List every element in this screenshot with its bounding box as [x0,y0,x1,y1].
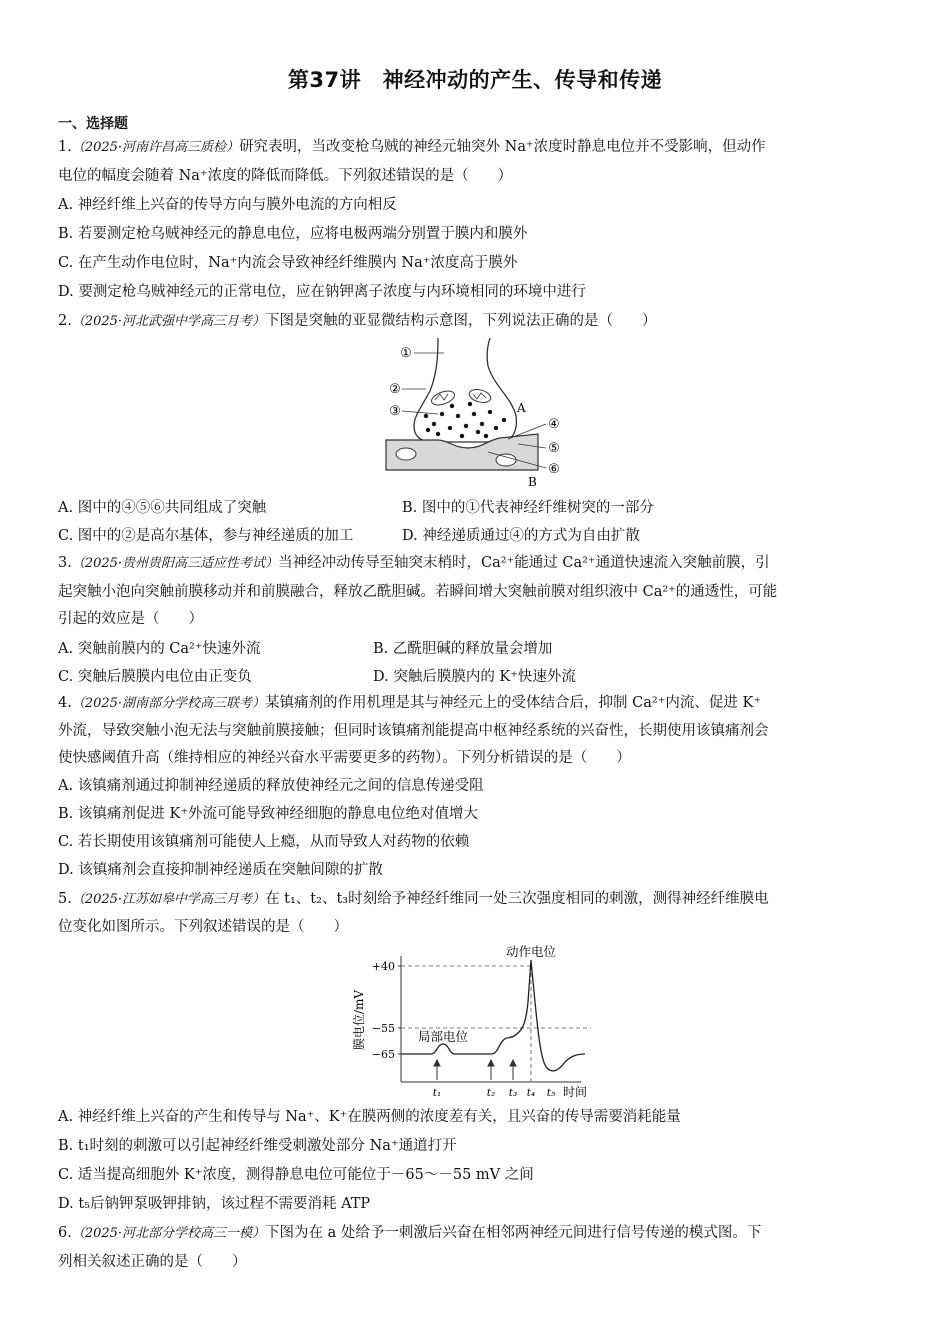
q3-stem-line1 [58,553,770,574]
label-1: ① [400,346,412,361]
q6-source: （2025·河北部分学校高三一模） [71,1226,266,1241]
q4-option-c: C. 若长期使用该镇痛剂可能使人上瘾，从而导致人对药物的依赖 [58,834,470,850]
q3-option-b: B. 乙酰胆碱的释放量会增加 [373,641,553,657]
q5-text: 在 t₁、t₂、t₃时刻给予神经纤维同一处三次强度相同的刺激，测得神经纤维膜电 [265,891,769,907]
q2-option-c: C. 图中的②是高尔基体，参与神经递质的加工 [58,528,354,544]
q1-stem-line2: 电位的幅度会随着 Na⁺浓度的降低而降低。下列叙述错误的是（ ） [58,168,513,184]
q4-stem-line3: 使快感阈值升高（维持相应的神经兴奋水平需要更多的药物）。下列分析错误的是（ ） [58,750,631,766]
y-axis-label: 膜电位/mV [352,989,366,1051]
q5-stem-line2: 位变化如图所示。下列叙述错误的是（ ） [58,919,348,935]
q6-text: 下图为在 a 处给予一刺激后兴奋在相邻两神经元间进行信号传递的模式图。下 [265,1225,762,1241]
label-4: ④ [548,417,560,432]
label-6: ⑥ [548,462,560,477]
local-potential-label: 局部电位 [417,1029,469,1044]
q1-option-b: B. 若要测定枪乌贼神经元的静息电位，应将电极两端分别置于膜内和膜外 [58,226,528,242]
section-heading: 一、选择题 [58,116,128,132]
t4-label: t₄ [526,1087,536,1099]
q3-stem-line3: 引起的效应是（ ） [58,611,203,627]
q6-number: 6. [58,1225,72,1241]
label-2: ② [389,382,401,397]
label-3: ③ [389,404,401,419]
q3-text: 当神经冲动传导至轴突末梢时，Ca²⁺能通过 Ca²⁺通道快速流入突触前膜，引 [278,555,770,571]
q5-source: （2025·江苏如皋中学高三月考） [71,892,266,907]
t1-label: t₁ [432,1087,442,1099]
membrane-potential-graph [345,942,600,1102]
q4-stem-line2: 外流，导致突触小泡无法与突触前膜接触；但同时该镇痛剂能提高中枢神经系统的兴奋性，长期使用该镇痛剂会 [58,723,769,739]
y-tick-plus40: +40 [371,960,395,973]
q5-option-d: D. t₅后钠钾泵吸钾排钠，该过程不需要消耗 ATP [58,1196,371,1212]
t3-label: t₃ [508,1087,518,1099]
synaptic-vesicles [424,402,506,438]
action-potential-label: 动作电位 [505,944,557,959]
label-b: B [528,475,537,488]
y-tick-minus55: −55 [371,1022,395,1035]
q1-text: 研究表明，当改变枪乌贼的神经元轴突外 Na⁺浓度时静息电位并不受影响，但动作 [239,139,766,155]
q2-option-d: D. 神经递质通过④的方式为自由扩散 [402,528,640,544]
q4-option-b: B. 该镇痛剂促进 K⁺外流可能导致神经细胞的静息电位绝对值增大 [58,806,478,822]
q2-text: 下图是突触的亚显微结构示意图，下列说法正确的是（ ） [265,313,657,329]
q4-stem-line1 [58,693,761,714]
page-title: 第37讲 神经冲动的产生、传导和传递 [287,68,663,92]
q6-stem-line1 [58,1223,761,1244]
label-a: A [517,401,526,415]
q5-number: 5. [58,891,72,907]
y-tick-minus65: −65 [371,1048,395,1061]
q3-option-a: A. 突触前膜内的 Ca²⁺快速外流 [58,641,261,657]
q5-option-b: B. t₁时刻的刺激可以引起神经纤维受刺激处部分 Na⁺通道打开 [58,1138,457,1154]
q5-stem-line1 [58,889,769,910]
x-axis-label: 时间 [563,1085,588,1099]
q2-source: （2025·河北武强中学高三月考） [71,314,266,329]
q2-number: 2. [58,313,72,329]
synapse-diagram [378,336,578,488]
mitochondrion-shape-2 [468,387,492,404]
q2-stem-line1 [58,311,657,332]
q2-option-a: A. 图中的④⑤⑥共同组成了突触 [58,500,267,516]
q3-number: 3. [58,555,72,571]
q1-stem-line1 [58,137,766,158]
t2-label: t₂ [486,1087,496,1099]
q3-option-c: C. 突触后膜膜内电位由正变负 [58,669,252,685]
label-5: ⑤ [548,441,560,456]
q1-option-a: A. 神经纤维上兴奋的传导方向与膜外电流的方向相反 [58,197,397,213]
q4-number: 4. [58,695,72,711]
q4-option-a: A. 该镇痛剂通过抑制神经递质的释放使神经元之间的信息传递受阻 [58,778,484,794]
q5-option-c: C. 适当提高细胞外 K⁺浓度，测得静息电位可能位于－65～－55 mV 之间 [58,1167,534,1183]
q3-option-d: D. 突触后膜膜内的 K⁺快速外流 [373,669,576,685]
q6-stem-line2: 列相关叙述正确的是（ ） [58,1254,247,1270]
potential-curve [401,960,585,1071]
q3-source: （2025·贵州贵阳高三适应性考试） [71,556,279,571]
q4-option-d: D. 该镇痛剂会直接抑制神经递质在突触间隙的扩散 [58,862,383,878]
q1-option-c: C. 在产生动作电位时，Na⁺内流会导致神经纤维膜内 Na⁺浓度高于膜外 [58,255,518,271]
q2-option-b: B. 图中的①代表神经纤维树突的一部分 [402,500,654,516]
q1-number: 1. [58,139,72,155]
q1-source: （2025·河南许昌高三质检） [71,140,240,155]
q4-source: （2025·湖南部分学校高三联考） [71,696,266,711]
q3-stem-line2: 起突触小泡向突触前膜移动并和前膜融合，释放乙酰胆碱。若瞬间增大突触前膜对组织液中 Ca²⁺的通透性，可能 [58,584,778,600]
q4-text: 某镇痛剂的作用机理是其与神经元上的受体结合后，抑制 Ca²⁺内流、促进 K⁺ [265,695,761,711]
t5-label: t₅ [546,1087,556,1099]
q5-option-a: A. 神经纤维上兴奋的产生和传导与 Na⁺、K⁺在膜两侧的浓度差有关，且兴奋的传导需要消耗能量 [58,1109,681,1125]
q1-option-d: D. 要测定枪乌贼神经元的正常电位，应在钠钾离子浓度与内环境相同的环境中进行 [58,284,586,300]
